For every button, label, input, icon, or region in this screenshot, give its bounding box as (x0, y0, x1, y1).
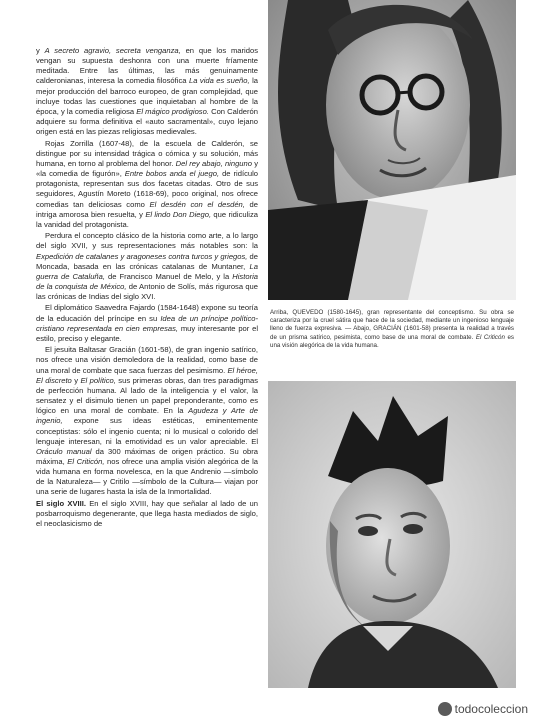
article-paragraph (36, 499, 258, 529)
work-title: Expedición de catalanes y aragoneses contra turcos y griegos, (36, 251, 248, 261)
body-text: y (71, 375, 81, 385)
work-title: A secreto agravio, secreta venganza, (44, 46, 181, 55)
article-paragraph (36, 139, 258, 230)
watermark-logo (438, 702, 528, 716)
body-text: En el siglo XVIII, hay que señalar al lado de un posbarroquismo degenerante, que llega hasta mediados de siglo, el neoclasicismo de (36, 498, 258, 529)
article-paragraph (36, 231, 258, 302)
body-text: de Moncada, basada en las crónicas catalanas de Muntaner, (36, 251, 259, 271)
work-title: El lindo Don Diego, (145, 209, 212, 219)
body-text: la mejor producción del barroco europeo, de gran complejidad, que incluye todas las cuestiones que inquietaban al hombre de la época, y la comedia religiosa (36, 76, 258, 116)
body-text: en que los maridos vengan su supuesta deshonra con una muerte fríamente meditada. Entre las últimas, las más genuinamente calderonianas, interesa la comedia filosófica (36, 46, 258, 86)
article-paragraph (36, 303, 258, 344)
body-text: El jesuita Baltasar Gracián (1601-58), de gran ingenio satírico, nos ofrece una visión demoledora de la realidad, como base de una moral de combate que saca fuerzas del pesimismo. (36, 345, 258, 375)
body-text: El diplomático Saavedra Fajardo (1584-1648) expone su teoría de la educación del príncipe en su (36, 303, 258, 323)
gracian-portrait (268, 381, 516, 688)
work-title: Entre bobos anda el juego, (124, 169, 220, 179)
article-paragraph (36, 46, 258, 137)
body-text: da 300 máximas de origen práctico. Su obra máxima, (36, 446, 258, 466)
article-paragraph (36, 345, 258, 497)
portrait-caption (270, 309, 514, 350)
body-text: de intriga amorosa bien resuelta, y (36, 199, 258, 219)
body-text: muy interesante por el estilo, preciso y elegante. (36, 323, 259, 343)
work-title: El mágico prodigioso. (136, 106, 209, 116)
body-text: que ridiculiza la vanidad del protagonista. (36, 209, 259, 229)
article-text-column (36, 46, 258, 530)
body-text: es una visión alegórica de la vida humana. (270, 333, 514, 349)
work-title: El Criticón (475, 333, 505, 341)
work-title: Del rey abajo, ninguno (175, 158, 252, 168)
body-text: y (36, 46, 45, 55)
body-text: Perdura el concepto clásico de la historia como arte, a lo largo del siglo XVII, y sus representaciones más notables son: la (36, 231, 258, 251)
work-title: Idea de un príncipe político-cristiano representada en cien empresas, (36, 313, 258, 333)
work-title: La guerra de Cataluña, (36, 261, 258, 281)
body-text: de ridículo protagonista, representan sus dos facetas citadas. Otro de sus seguidores, Agustín Moreto (1618-69), poco original, nos ofrece comedias tan deliciosas como (36, 169, 258, 209)
watermark-text: todocoleccion (454, 702, 528, 716)
body-text: expone sus ideas estéticas, eminentemente conceptistas: sólo el ingenio cuenta; ni lo musical o colorido del lenguaje interesan, ni la emotividad es un valor apreciable. El (36, 416, 258, 446)
body-text: de Antonio de Solís, más rigurosa que las crónicas de Indias del siglo XVI. (36, 281, 258, 302)
section-heading: El siglo XVIII. (36, 498, 86, 508)
quevedo-portrait-image (268, 0, 516, 300)
work-title: El político, (80, 375, 116, 385)
work-title: El desdén con el desdén, (149, 199, 245, 209)
body-text: y «la comedia de figurón», (36, 158, 258, 179)
work-title: El Criticón, (67, 457, 105, 466)
body-text: de Francisco Manuel de Melo, y la (104, 271, 233, 281)
body-text: Arriba, QUEVEDO (1580-1645), gran representante del conceptismo. Su obra se caracteriza por la cruel sátira que hace de la sociedad, mediante un ingenioso lenguaje lleno de fuerza expresiva. — Abajo, GRACIÁN (1601-58) presenta la realidad a través de un prisma satírico, pesimista, como base de una moral de combate. (270, 309, 514, 341)
gracian-portrait-image (268, 381, 516, 688)
body-text: Con Calderón adquiere su forma definitiva el «auto sacramental», cuyo lejano origen está en las piezas religiosas medievales. (36, 106, 258, 137)
body-text: nos ofrece una amplia visión alegórica de la vida humana en forma novelesca, en la que Andrenio —símbolo de la Naturaleza— y Critilo —símbolo de la Cultura— viajan por una serie de lugares hasta la isla de la Inmortalidad. (36, 457, 258, 497)
work-title: Historia de la conquista de México, (36, 271, 259, 291)
work-title: El héroe, El discreto (36, 365, 258, 385)
work-title: Oráculo manual (36, 446, 92, 456)
body-text: Rojas Zorrilla (1607-48), de la escuela de Calderón, se distingue por su intensidad trágica o cómica y su solución, más humana, en torno al problema del honor. (36, 138, 258, 168)
body-text: sus primeras obras, dan tres paradigmas de perfección humana. Al lado de la inteligencia y el valor, la sensatez y el disimulo tienen un papel preponderante, como es lógico en una moral de combate. En la (36, 375, 258, 416)
watermark-icon (438, 702, 452, 716)
quevedo-portrait (268, 0, 516, 300)
work-title: La vida es sueño, (188, 76, 250, 86)
work-title: Agudeza y Arte de ingenio, (36, 406, 258, 426)
